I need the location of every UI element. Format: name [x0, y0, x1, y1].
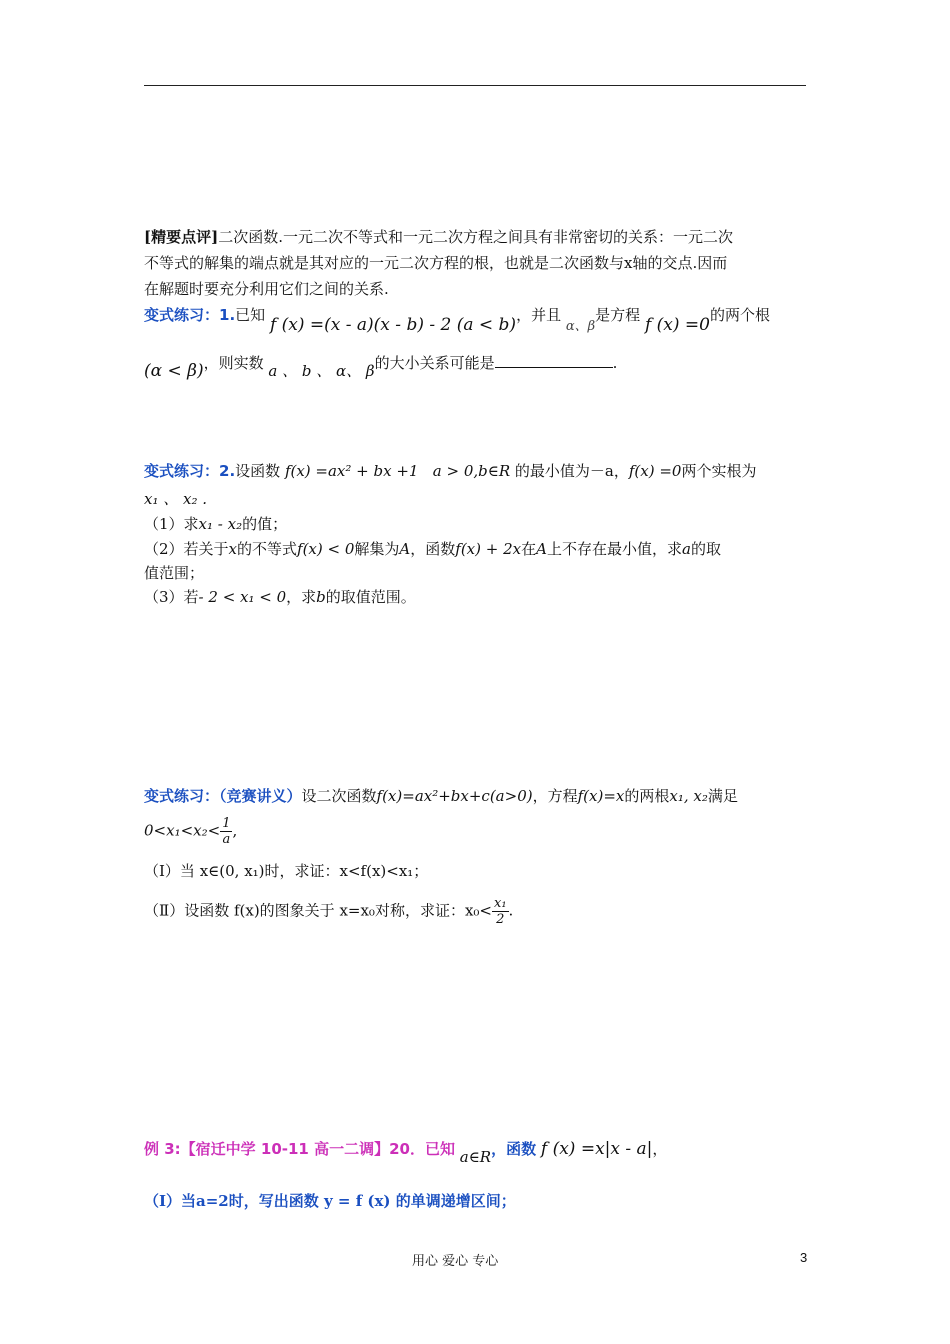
exercise-2-part-2-cont: 值范围； [144, 564, 205, 582]
exercise-3-text: 的两根 [624, 787, 670, 805]
exercise-1-text: ，则实数 [203, 354, 264, 372]
fraction-numerator: x₁ [494, 896, 507, 911]
example-3-label: 例 3: [144, 1140, 181, 1158]
exercise-3-roots: x₁, x₂ [669, 787, 708, 805]
note-label: [精要点评] [144, 228, 219, 246]
exercise-3-part-2 [144, 896, 513, 927]
footer-motto: 用心 爱心 专心 [412, 1254, 499, 1269]
part-2-var: a [681, 540, 691, 558]
example-3-comma: ， [652, 1140, 668, 1158]
exercise-2-function: f(x) =ax² + bx +1 [284, 462, 419, 480]
exercise-3-label: 变式练习：（竞赛讲义） [144, 787, 302, 805]
part-1-text: 的值； [242, 515, 288, 533]
example-3-line-1 [144, 1138, 668, 1166]
exercise-1-period: . [612, 354, 618, 372]
exercise-2-part-2 [144, 538, 721, 560]
exercise-3-text: 满足 [707, 787, 738, 805]
part-3-var: b [316, 588, 326, 606]
exercise-3-equation: f(x)=x [577, 787, 625, 805]
exercise-1-text: ，并且 [516, 306, 562, 324]
exercise-3-text: 设二次函数 [301, 787, 377, 805]
exercise-2-equation: f(x) =0 [628, 462, 682, 480]
exercise-1-equation: f (x) =0 [644, 315, 710, 335]
part-1-text: （1）求 [144, 515, 199, 533]
exercise-2-roots-math: x₁ 、 x₂ . [144, 490, 208, 508]
part-2-text: 的取 [690, 540, 721, 558]
exercise-1-label: 变式练习：1. [144, 306, 236, 324]
exercise-1-text: 已知 [235, 306, 266, 324]
exercise-2-condition: a > 0,b∈R [432, 462, 511, 480]
example-3-source: 【宿迁中学 10-11 高一二调】20．已知 [180, 1140, 455, 1158]
part-2-math: f(x) + 2x [455, 540, 522, 558]
part-3-text: 的取值范围。 [325, 588, 416, 606]
part-1-math: x₁ - x₂ [198, 515, 243, 533]
exercise-1-variables: a 、 b 、 α、 β [268, 362, 375, 380]
exercise-1-text: 的两个根 [709, 306, 770, 324]
part-3-text: （3）若 [144, 588, 199, 606]
example-3-part-1: （Ⅰ）当a=2时，写出函数 y = f (x) 的单调递增区间； [144, 1192, 516, 1210]
fraction-x1-over-2 [492, 896, 509, 927]
exercise-2-part-1 [144, 513, 287, 535]
exercise-1-condition: (α < β) [144, 361, 204, 381]
fraction-denominator: a [222, 832, 231, 847]
exercise-1-roots: α、β [565, 319, 596, 334]
part-3-math: - 2 < x₁ < 0 [198, 588, 287, 606]
part-2-set: A [399, 540, 411, 558]
fraction-numerator: 1 [222, 816, 231, 831]
exercise-1-text: 的大小关系可能是 [374, 354, 495, 372]
part-2-text: 的不等式 [237, 540, 298, 558]
part-3-text: ，求 [286, 588, 317, 606]
exercise-3-condition: 0<x₁<x₂< [144, 821, 221, 840]
note-line-3: 在解题时要充分利用它们之间的关系. [144, 280, 389, 298]
exercise-1-line-2 [144, 352, 618, 381]
exercise-3-line-1 [144, 785, 738, 807]
header-rule [144, 85, 806, 86]
exercise-1-function: f (x) =(x - a)(x - b) - 2 (a < b) [269, 315, 517, 335]
exercise-2-line-1 [144, 460, 756, 482]
example-3-text: ，函数 [491, 1140, 537, 1158]
fraction-one-over-a [220, 816, 232, 847]
part-2-text: 解集为 [354, 540, 400, 558]
part-2-text: ，函数 [410, 540, 456, 558]
fraction-denominator: 2 [496, 912, 505, 927]
part-2-math: f(x) < 0 [297, 540, 355, 558]
exercise-2-text: 的最小值为－a， [514, 462, 629, 480]
part-2-text: （2）若关于 [144, 540, 229, 558]
exercise-2-label: 变式练习：2. [144, 462, 236, 480]
note-line-1 [144, 226, 733, 248]
exercise-2-part-3 [144, 586, 416, 608]
part-2-text: （Ⅱ）设函数 f(x)的图象关于 x=x₀对称，求证：x₀< [144, 901, 492, 920]
note-text-1: 二次函数.一元二次不等式和一元二次方程之间具有非常密切的关系：一元二次 [218, 228, 733, 246]
note-line-2: 不等式的解集的端点就是其对应的一元二次方程的根，也就是二次函数与x轴的交点.因而 [144, 254, 728, 272]
exercise-3-part-1: （Ⅰ）当 x∈(0, x₁)时，求证：x<f(x)<x₁； [144, 862, 429, 880]
part-2-text: 上不存在最小值，求 [546, 540, 682, 558]
part-2-var: x [228, 540, 238, 558]
exercise-3-line-2 [144, 816, 237, 847]
example-3-function: f (x) =x|x - a| [540, 1139, 653, 1159]
exercise-1-line-1 [144, 304, 770, 335]
exercise-1-text: 是方程 [595, 306, 641, 324]
exercise-3-function: f(x)=ax²+bx+c(a>0) [376, 787, 533, 805]
exercise-3-comma: , [232, 821, 238, 840]
exercise-2-text: 两个实根为 [681, 462, 757, 480]
part-2-period: . [508, 901, 514, 920]
exercise-3-text: ，方程 [532, 787, 578, 805]
exercise-2-text: 设函数 [235, 462, 281, 480]
exercise-2-roots [144, 488, 207, 510]
page-number: 3 [800, 1250, 808, 1265]
answer-blank[interactable] [495, 353, 613, 368]
part-2-text: 在 [521, 540, 537, 558]
part-2-set: A [536, 540, 547, 558]
example-3-condition: a∈R [459, 1148, 492, 1166]
